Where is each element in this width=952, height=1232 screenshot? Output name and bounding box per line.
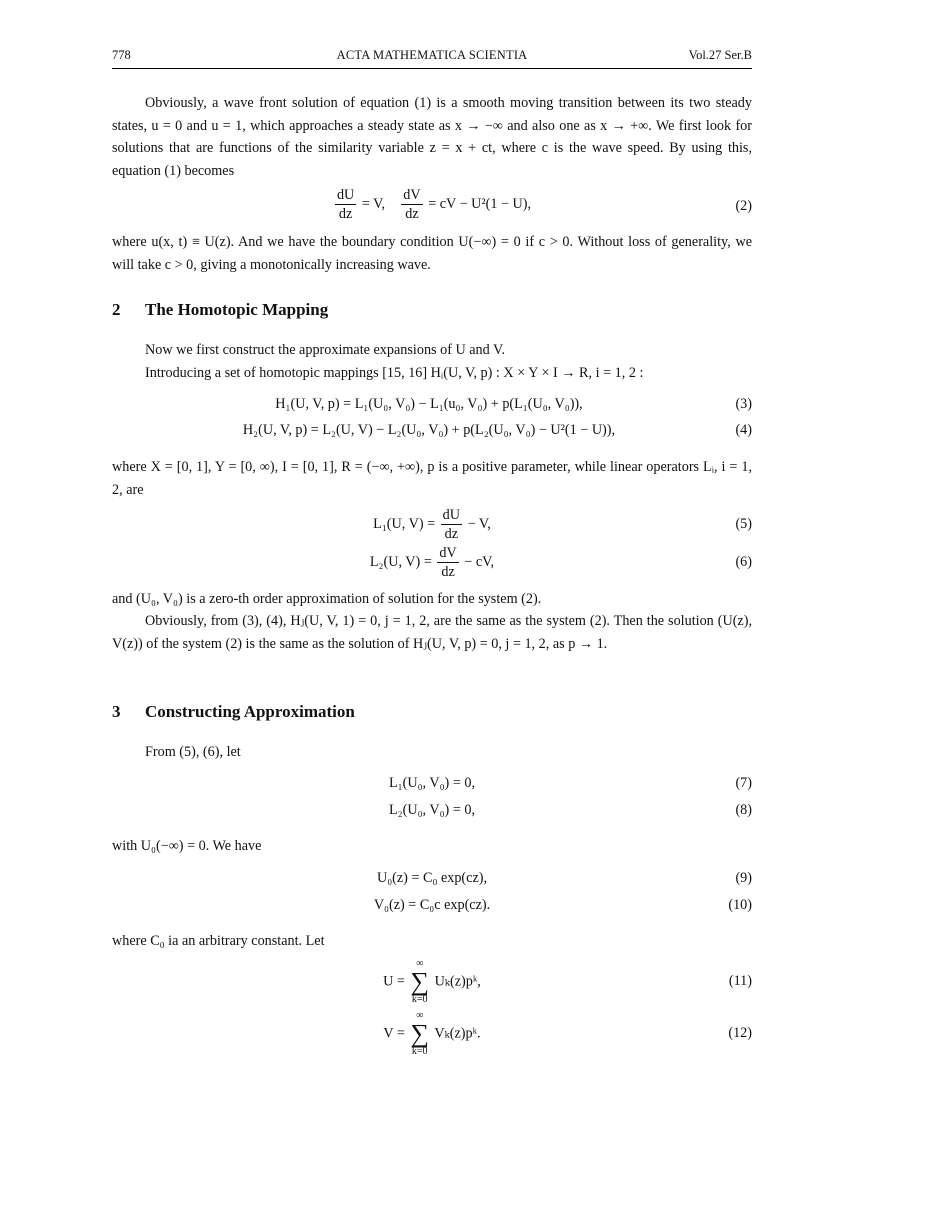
section-heading-2: 2 The Homotopic Mapping <box>112 300 329 319</box>
equation-9: U₀(z) = C₀ exp(cz), (9) <box>376 870 752 886</box>
section2-paragraph-5: Obviously, from (3), (4), Hⱼ(U, V, 1) = 0, j = 1, 2, are the same as the system (2). Then the solution (U(z), V(z)) of the system (2) is the same as the solution of Hⱼ(U, V, p) = 0, j = 1, 2, as p → 1. <box>112 613 752 652</box>
equation-5: L₁(U, V) = $\frac{dU}{dz}$ − V, (5) <box>373 507 752 542</box>
equation-4: H₂(U, V, p) = L₂(U, V) − L₂(U₀, V₀) + p(L₂(U₀, V₀) − U²(1 − U)), (4) <box>242 422 752 438</box>
equation-12: V = ∞ ∑ k=0 Vₖ(z)pᵏ. (12) <box>383 1010 752 1057</box>
journal-title: ACTA MATHEMATICA SCIENTIA <box>336 48 528 62</box>
section3-paragraph-3: where C₀ ia an arbitrary constant. Let <box>112 933 325 949</box>
intro-paragraph-2: where u(x, t) ≡ U(z). And we have the boundary condition U(−∞) = 0 if c > 0. Without loss of generality, we will take c > 0, giving a monotonically increasing wave. <box>112 234 752 273</box>
equation-8: L₂(U₀, V₀) = 0, (8) <box>388 802 752 818</box>
page-number: 778 <box>112 48 131 62</box>
equation-number: (2) <box>735 198 752 214</box>
equation-2: $\frac{dU}{dz}$ = V, $\frac{dV}{dz}$ = cV − U²(1 − U), (2) <box>336 187 752 222</box>
section2-paragraph-1: Now we first construct the approximate expansions of U and V. <box>145 342 505 358</box>
summation-symbol: ∞ ∑ k=0 <box>410 958 430 1005</box>
equation-7: L₁(U₀, V₀) = 0, (7) <box>388 775 752 791</box>
summation-symbol: ∞ ∑ k=0 <box>410 1010 430 1057</box>
fraction-dv-dz: $\frac{dV}{dz}$ <box>403 187 421 222</box>
fraction-du-dz: $\frac{dU}{dz}$ <box>336 187 355 222</box>
equation-3: H₁(U, V, p) = L₁(U₀, V₀) − L₁(u₀, V₀) + p(L₁(U₀, V₀)), (3) <box>275 396 752 412</box>
section2-paragraph-4: and (U₀, V₀) is a zero-th order approximation of solution for the system (2). <box>112 591 542 607</box>
equation-6: L₂(U, V) = $\frac{dV}{dz}$ − cV, (6) <box>369 545 752 580</box>
equation-11: U = ∞ ∑ k=0 Uₖ(z)pᵏ, (11) <box>383 958 752 1005</box>
equation-10: V₀(z) = C₀c exp(cz). (10) <box>373 897 752 913</box>
section2-paragraph-2: Introducing a set of homotopic mappings [15, 16] Hᵢ(U, V, p) : X × Y × I → R, i = 1, 2 : <box>145 365 644 381</box>
section3-paragraph-2: with U₀(−∞) = 0. We have <box>112 838 262 854</box>
section3-paragraph-1: From (5), (6), let <box>145 744 241 760</box>
section2-paragraph-3: where X = [0, 1], Y = [0, ∞), I = [0, 1], R = (−∞, +∞), p is a positive parameter, while linear operators Lᵢ, i = 1, 2, are <box>112 459 752 498</box>
running-header <box>112 48 752 69</box>
intro-paragraph-1: Obviously, a wave front solution of equation (1) is a smooth moving transition between its two steady states, u = 0 and u = 1, which approaches a steady state as x → −∞ and also one as x → +∞. We first look for solutions that are functions of the similarity variable z = x + ct, where c is the wave speed. By using this, equation (1) becomes <box>112 95 752 179</box>
volume-info: Vol.27 Ser.B <box>688 48 752 62</box>
section-heading-3: 3 Constructing Approximation <box>112 702 355 721</box>
